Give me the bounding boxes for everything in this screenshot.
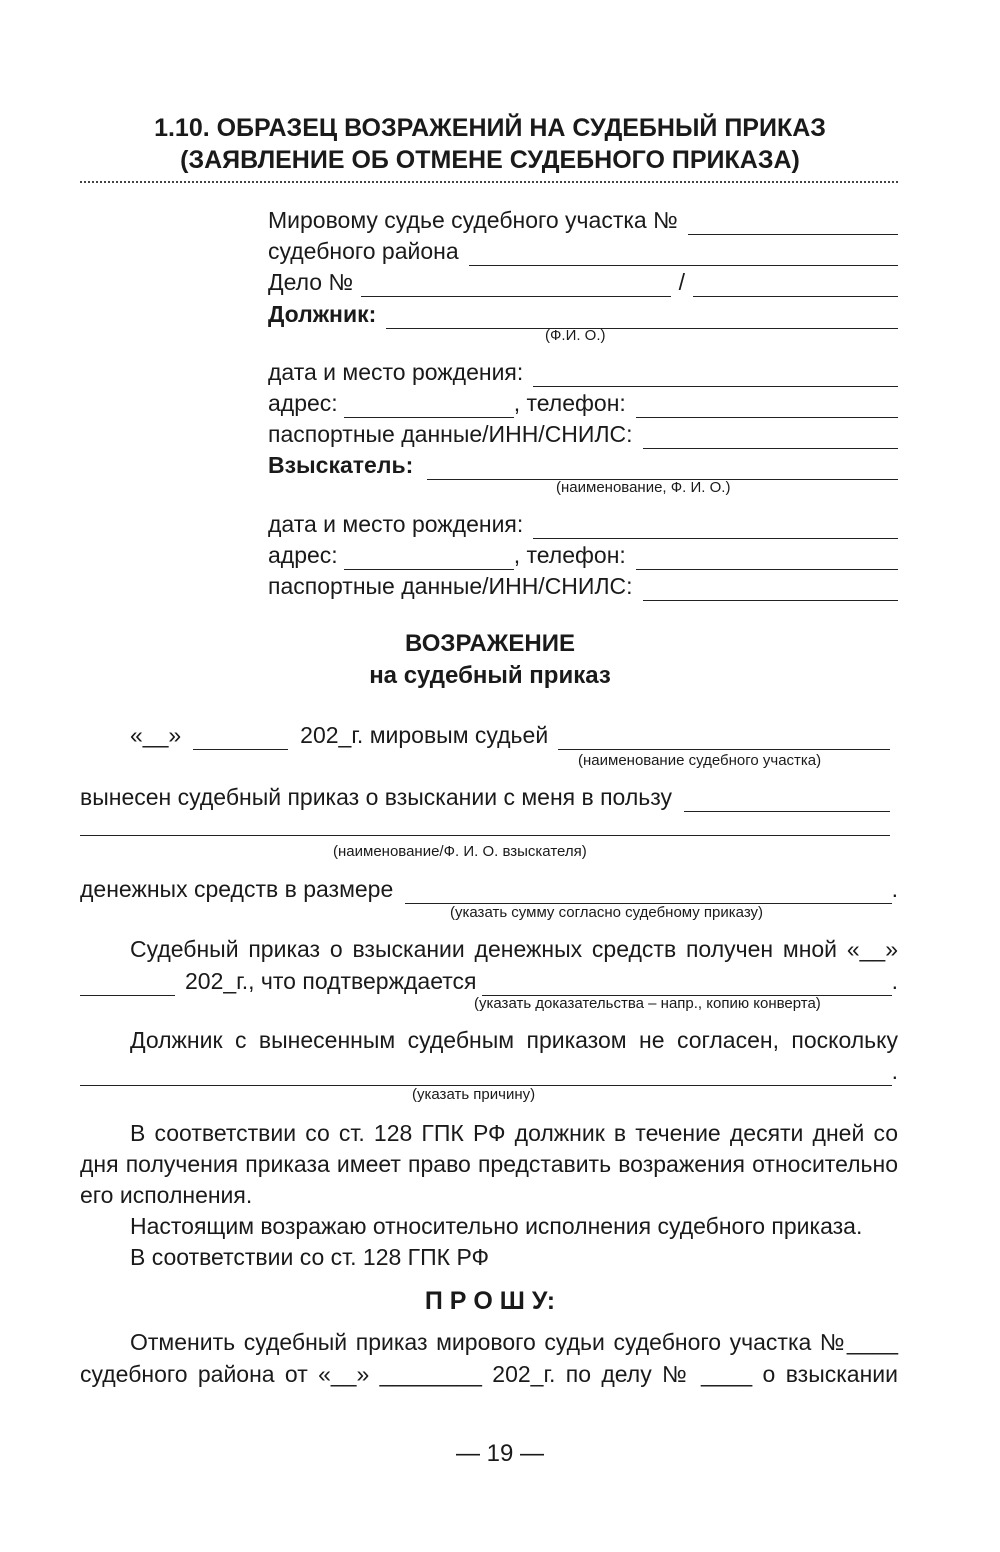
debtor-caption: (Ф.И. О.) <box>545 327 606 344</box>
creditor-name-caption: (наименование/Ф. И. О. взыскателя) <box>333 843 587 860</box>
received-date-blank <box>80 972 175 996</box>
creditor-address-blank <box>344 546 514 570</box>
case-blank-2 <box>693 273 898 297</box>
article-reference: В соответствии со ст. 128 ГПК РФ <box>130 1244 490 1270</box>
disagree-line: Должник с вынесенным судебным приказом не согласен, поскольку <box>130 1027 898 1053</box>
title-line-2: (ЗАЯВЛЕНИЕ ОБ ОТМЕНЕ СУДЕБНОГО ПРИКАЗА) <box>180 146 800 174</box>
creditor-passport-blank <box>643 577 898 601</box>
doc-heading: ВОЗРАЖЕНИЕ <box>405 630 575 657</box>
debtor-phone-blank <box>636 394 898 418</box>
creditor-name-line <box>80 812 890 836</box>
creditor-caption: (наименование, Ф. И. О.) <box>556 479 731 496</box>
debtor-address-blank <box>344 394 514 418</box>
creditor-passport-line: паспортные данные/ИНН/СНИЛС: <box>268 571 898 601</box>
case-blank-1 <box>361 273 670 297</box>
title-divider <box>80 181 898 183</box>
court-caption: (наименование судебного участка) <box>578 752 822 769</box>
judge-line: Мировому судье судебного участка № <box>268 205 898 235</box>
debtor-passport-line: паспортные данные/ИНН/СНИЛС: <box>268 419 898 449</box>
objection-line: Настоящим возражаю относительно исполнения судебного приказа. <box>130 1213 863 1239</box>
debtor-birth-line: дата и место рождения: <box>268 357 898 387</box>
request-line-2: судебного района от «__» ________ 202_г. по делу № ____ о взыскании <box>80 1361 898 1387</box>
debtor-line: Должник: <box>268 299 898 329</box>
request-line-1: Отменить судебный приказ мирового судьи судебного участка №____ <box>130 1329 898 1355</box>
evidence-caption: (указать доказательства – напр., копию конверта) <box>474 995 821 1012</box>
debtor-blank <box>386 305 898 329</box>
article-paragraph: В соответствии со ст. 128 ГПК РФ должник в течение десяти дней со дня получения приказа имеет право представить возражения относительно его исполнения. <box>80 1120 898 1208</box>
issued-line: вынесен судебный приказ о взыскании с меня в пользу <box>80 782 890 812</box>
creditor-line: Взыскатель: <box>268 450 898 480</box>
reason-line: . <box>80 1056 898 1086</box>
reason-caption: (указать причину) <box>412 1086 536 1103</box>
creditor-birth-blank <box>533 515 898 539</box>
court-blank <box>558 726 890 750</box>
district-line: судебного района <box>268 236 898 266</box>
district-blank <box>469 242 898 266</box>
order-date-line: «__» 202_г. мировым судьей <box>130 720 890 750</box>
amount-caption: (указать сумму согласно судебному приказу) <box>450 904 764 921</box>
debtor-address-line: адрес: , телефон: <box>268 388 898 418</box>
request-heading: П Р О Ш У: <box>424 1287 556 1315</box>
doc-subheading: на судебный приказ <box>369 662 611 689</box>
title-line-1: 1.10. ОБРАЗЕЦ ВОЗРАЖЕНИЙ НА СУДЕБНЫЙ ПРИКАЗ <box>154 114 826 142</box>
favor-blank <box>684 788 890 812</box>
reason-blank <box>80 1062 892 1086</box>
creditor-address-line: адрес: , телефон: <box>268 540 898 570</box>
creditor-birth-line: дата и место рождения: <box>268 509 898 539</box>
amount-line: денежных средств в размере . <box>80 876 898 902</box>
confirmed-line: 202_г., что подтверждается . <box>80 966 898 996</box>
case-line: Дело № / <box>268 267 898 297</box>
amount-blank <box>405 880 891 904</box>
evidence-blank <box>482 972 891 996</box>
judge-blank <box>688 211 898 235</box>
debtor-birth-blank <box>533 363 898 387</box>
order-date-blank <box>193 726 288 750</box>
creditor-blank <box>427 456 898 480</box>
creditor-name-blank <box>80 812 890 836</box>
debtor-passport-blank <box>643 425 898 449</box>
page-number: — 19 — <box>455 1440 545 1467</box>
creditor-phone-blank <box>636 546 898 570</box>
received-line: Судебный приказ о взыскании денежных средств получен мной «__» <box>130 936 898 962</box>
